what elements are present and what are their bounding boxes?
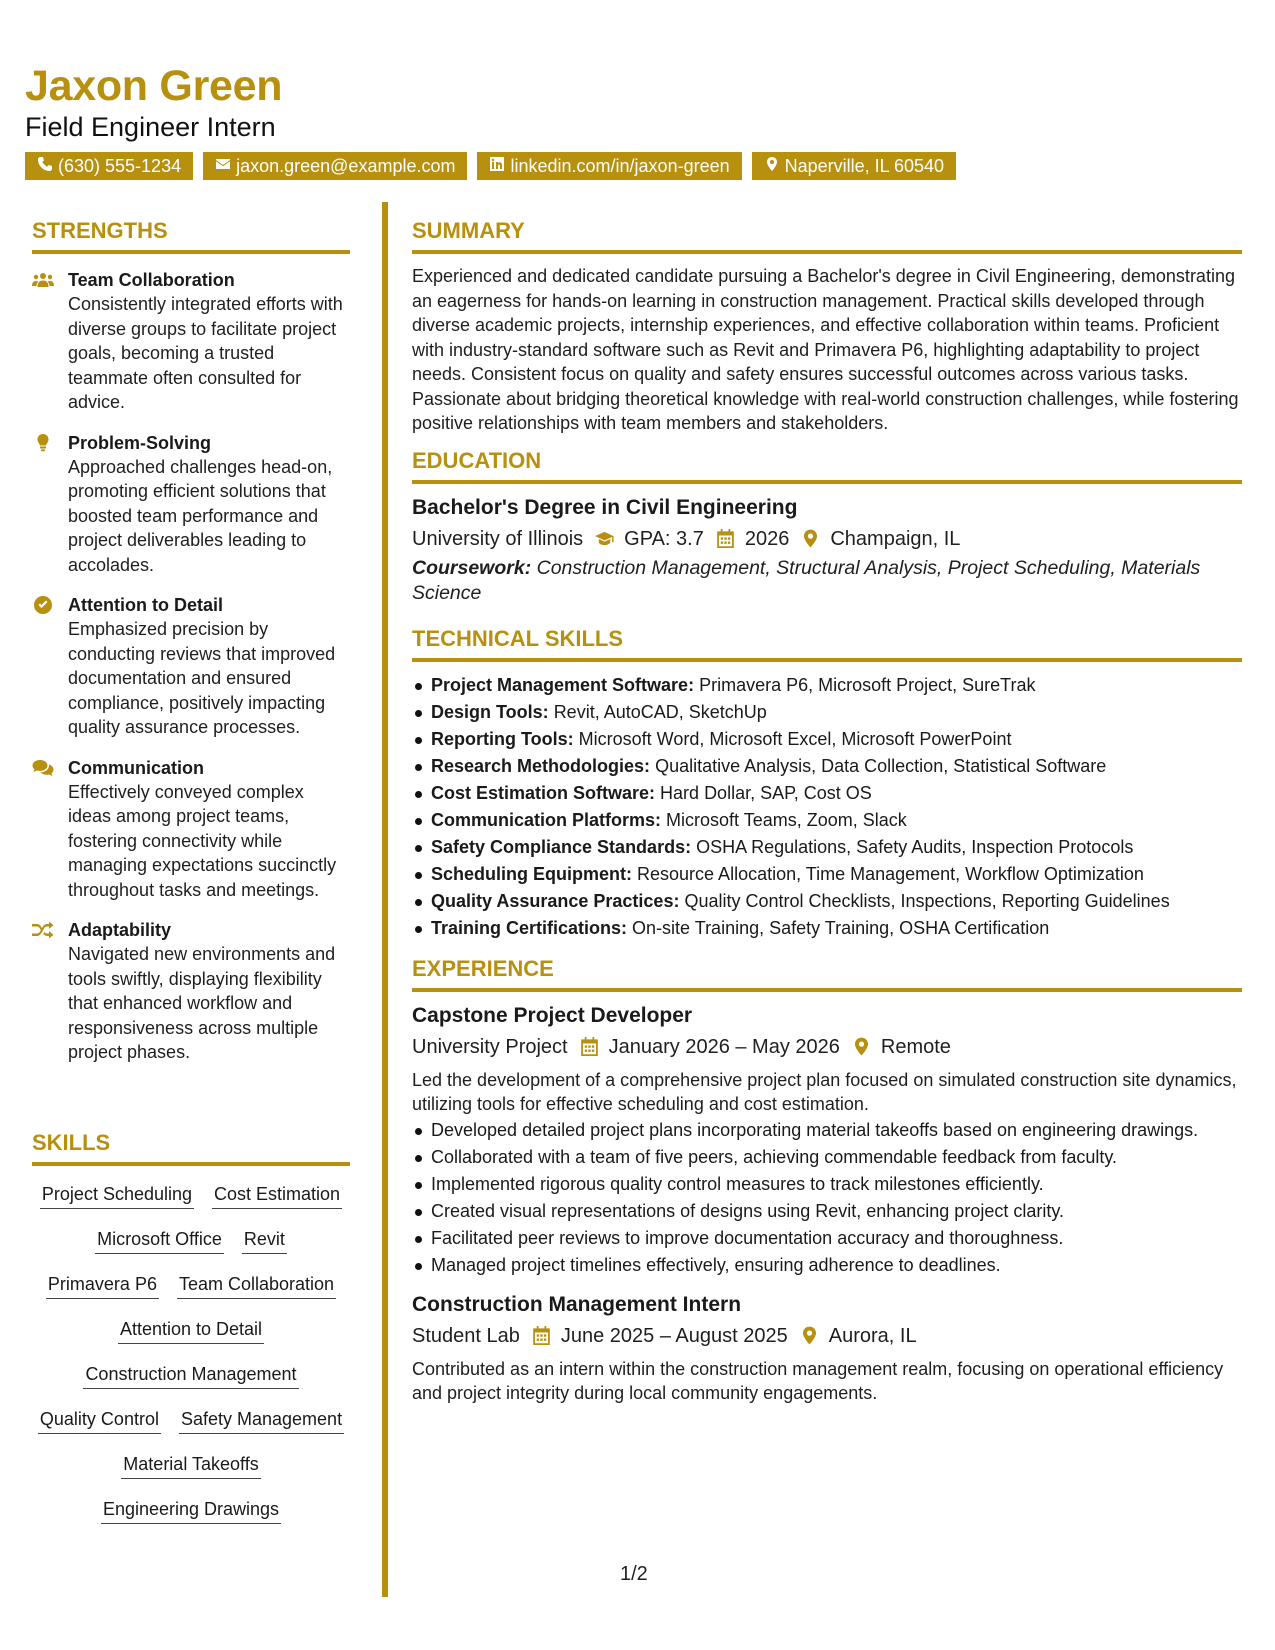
skill-tag: Microsoft Office (95, 1227, 224, 1254)
strength-text: Effectively conveyed complex ideas among project teams, fostering connectivity while managing expectations succinctly throughout tasks and meetings. (68, 781, 337, 900)
list-item (412, 753, 1242, 780)
skill-tag: Revit (242, 1227, 287, 1254)
job-dates: January 2026 – May 2026 (608, 1035, 840, 1058)
skill-tag: Engineering Drawings (101, 1497, 281, 1524)
tech-skill-value: Primavera P6, Microsoft Project, SureTrak (699, 674, 1036, 695)
job-bullets (412, 1117, 1242, 1279)
job-org: Student Lab (412, 1324, 520, 1347)
education-section (412, 448, 1242, 606)
list-item: Facilitated peer reviews to improve documentation accuracy and thoroughness. (412, 1225, 1242, 1252)
strength-title: Team Collaboration (68, 270, 235, 290)
strength-item (32, 431, 350, 578)
tech-skill-label: Cost Estimation Software: (431, 782, 656, 803)
strength-item (32, 593, 350, 740)
contact-location-text: Naperville, IL 60540 (784, 156, 945, 176)
job-title: Field Engineer Intern (25, 112, 276, 142)
skill-tag: Construction Management (83, 1362, 298, 1389)
tech-skill-value: Qualitative Analysis, Data Collection, Statistical Software (655, 755, 1107, 776)
skills-list (32, 1182, 350, 1524)
calendar-icon (532, 1326, 551, 1345)
tech-skill-value: OSHA Regulations, Safety Audits, Inspection Protocols (696, 836, 1134, 857)
gpa: GPA: 3.7 (624, 527, 704, 550)
job-dates: June 2025 – August 2025 (560, 1324, 788, 1347)
contact-phone[interactable] (25, 152, 193, 180)
list-item (412, 834, 1242, 861)
technical-skills-section (412, 626, 1242, 942)
contact-location (752, 152, 956, 180)
skill-tag: Material Takeoffs (121, 1452, 260, 1479)
list-item: Developed detailed project plans incorporating material takeoffs based on engineering drawings. (412, 1117, 1242, 1144)
list-item: Created visual representations of designs using Revit, enhancing project clarity. (412, 1198, 1242, 1225)
main-column (412, 218, 1242, 1418)
tech-skill-value: Microsoft Teams, Zoom, Slack (666, 809, 907, 830)
calendar-icon (580, 1037, 599, 1056)
page-number: 1/2 (620, 1563, 648, 1585)
list-item (412, 726, 1242, 753)
strength-text: Approached challenges head-on, promoting efficient solutions that boosted team performance and project deliverables leading to accolades. (68, 456, 333, 575)
tech-skill-label: Safety Compliance Standards: (431, 836, 692, 857)
tech-skill-value: Revit, AutoCAD, SketchUp (553, 701, 767, 722)
summary-heading: SUMMARY (412, 218, 1242, 254)
skill-tag: Cost Estimation (212, 1182, 342, 1209)
strength-item (32, 918, 350, 1065)
skill-tag: Safety Management (179, 1407, 344, 1434)
coursework (412, 556, 1242, 606)
school-location: Champaign, IL (830, 527, 961, 550)
list-item: Managed project timelines effectively, ensuring adherence to deadlines. (412, 1252, 1242, 1279)
strength-text: Consistently integrated efforts with diverse groups to facilitate project goals, becoming a trusted teammate often consulted for advice. (68, 294, 343, 412)
calendar-icon (716, 529, 735, 548)
experience-heading: EXPERIENCE (412, 956, 1242, 992)
strength-title: Adaptability (68, 920, 172, 940)
linkedin-icon (489, 152, 505, 180)
summary-section (412, 218, 1242, 436)
job-summary: Contributed as an intern within the construction management realm, focusing on operational efficiency and project integrity during local community engagements. (412, 1358, 1224, 1403)
summary-text: Experienced and dedicated candidate pursuing a Bachelor's degree in Civil Engineering, demonstrating an eagerness for hands-on learning in construction management. Practical skills developed through diverse academic projects, internship experiences, and effective collaboration within teams. Proficient with industry-standard software such as Revit and Primavera P6, highlighting adaptability to project needs. Consistent focus on quality and safety ensures successful outcomes across various tasks. Passionate about bridging theoretical knowledge with real-world construction challenges, while fostering positive relationships with team members and stakeholders. (412, 266, 1239, 433)
education-meta (412, 524, 1242, 554)
list-item: Implemented rigorous quality control measures to track milestones efficiently. (412, 1171, 1242, 1198)
skill-tag: Team Collaboration (177, 1272, 336, 1299)
contact-phone-text: (630) 555-1234 (58, 156, 182, 176)
graduation-year: 2026 (744, 527, 790, 550)
list-item (412, 915, 1242, 942)
strengths-section (32, 218, 350, 1065)
degree-title: Bachelor's Degree in Civil Engineering (412, 495, 798, 519)
skill-tag: Project Scheduling (40, 1182, 194, 1209)
users-icon (32, 268, 68, 415)
job-role: Capstone Project Developer (412, 1003, 693, 1027)
envelope-icon (215, 152, 231, 180)
map-marker-icon (800, 1326, 819, 1345)
contact-email[interactable] (203, 152, 467, 180)
comments-icon (32, 756, 68, 903)
strength-title: Problem-Solving (68, 432, 212, 453)
tech-skill-label: Scheduling Equipment: (431, 863, 632, 884)
skills-heading: SKILLS (32, 1130, 350, 1166)
contact-linkedin-text: linkedin.com/in/jaxon-green (510, 156, 730, 176)
job-meta (412, 1032, 1242, 1062)
strength-title: Attention to Detail (68, 595, 223, 615)
school-name: University of Illinois (412, 527, 584, 550)
job-org: University Project (412, 1035, 568, 1058)
tech-skill-label: Quality Assurance Practices: (431, 890, 680, 911)
experience-section (412, 956, 1242, 1406)
list-item (412, 888, 1242, 915)
skill-tag: Attention to Detail (118, 1317, 264, 1344)
strength-item (32, 268, 350, 415)
job-entry (412, 1291, 1242, 1406)
tech-skill-label: Training Certifications: (431, 917, 628, 938)
check-circle-icon (32, 593, 68, 740)
lightbulb-icon (32, 431, 68, 578)
column-divider (382, 202, 388, 1597)
list-item (412, 861, 1242, 888)
candidate-name: Jaxon Green (25, 62, 283, 110)
technical-skills-list (412, 672, 1242, 942)
tech-skill-value: On-site Training, Safety Training, OSHA Certification (632, 917, 1050, 938)
phone-icon (37, 152, 53, 180)
job-role: Construction Management Intern (412, 1292, 742, 1316)
strengths-heading: STRENGTHS (32, 218, 350, 254)
tech-skill-label: Research Methodologies: (431, 755, 651, 776)
strength-text: Navigated new environments and tools swiftly, displaying flexibility that enhanced workflow and responsiveness across multiple project phases. (68, 944, 336, 1062)
tech-skill-label: Design Tools: (431, 701, 549, 722)
tech-skill-value: Hard Dollar, SAP, Cost OS (660, 782, 872, 803)
contact-bar (25, 152, 956, 180)
contact-email-text: jaxon.green@example.com (236, 156, 456, 176)
contact-linkedin[interactable] (477, 152, 741, 180)
list-item (412, 807, 1242, 834)
strength-title: Communication (68, 757, 205, 778)
job-entry (412, 1002, 1242, 1279)
map-marker-icon (852, 1037, 871, 1056)
shuffle-icon (32, 918, 68, 1065)
tech-skill-label: Reporting Tools: (431, 728, 574, 749)
tech-skill-label: Project Management Software: (431, 674, 695, 695)
list-item (412, 780, 1242, 807)
strength-text: Emphasized precision by conducting reviews that improved documentation and ensured compliance, positively impacting quality assurance processes. (68, 619, 336, 737)
strength-item (32, 756, 350, 903)
tech-skill-value: Microsoft Word, Microsoft Excel, Microsoft PowerPoint (578, 728, 1012, 749)
technical-skills-heading: TECHNICAL SKILLS (412, 626, 1242, 662)
job-meta (412, 1321, 1242, 1351)
list-item (412, 699, 1242, 726)
list-item (412, 672, 1242, 699)
map-marker-icon (764, 152, 780, 180)
tech-skill-label: Communication Platforms: (431, 809, 662, 830)
list-item: Collaborated with a team of five peers, achieving commendable feedback from faculty. (412, 1144, 1242, 1171)
education-heading: EDUCATION (412, 448, 1242, 484)
skill-tag: Quality Control (38, 1407, 161, 1434)
tech-skill-value: Resource Allocation, Time Management, Workflow Optimization (637, 863, 1144, 884)
job-location: Remote (880, 1035, 951, 1058)
job-summary: Led the development of a comprehensive project plan focused on simulated construction site dynamics, utilizing tools for effective scheduling and cost estimation. (412, 1069, 1237, 1114)
skill-tag: Primavera P6 (46, 1272, 159, 1299)
skills-section (32, 1130, 350, 1524)
job-location: Aurora, IL (828, 1324, 917, 1347)
coursework-text: Construction Management, Structural Analysis, Project Scheduling, Materials Science (412, 556, 1201, 604)
coursework-label: Coursework: (412, 556, 532, 579)
tech-skill-value: Quality Control Checklists, Inspections, Reporting Guidelines (684, 890, 1170, 911)
map-marker-icon (801, 529, 820, 548)
graduation-cap-icon (595, 529, 614, 548)
